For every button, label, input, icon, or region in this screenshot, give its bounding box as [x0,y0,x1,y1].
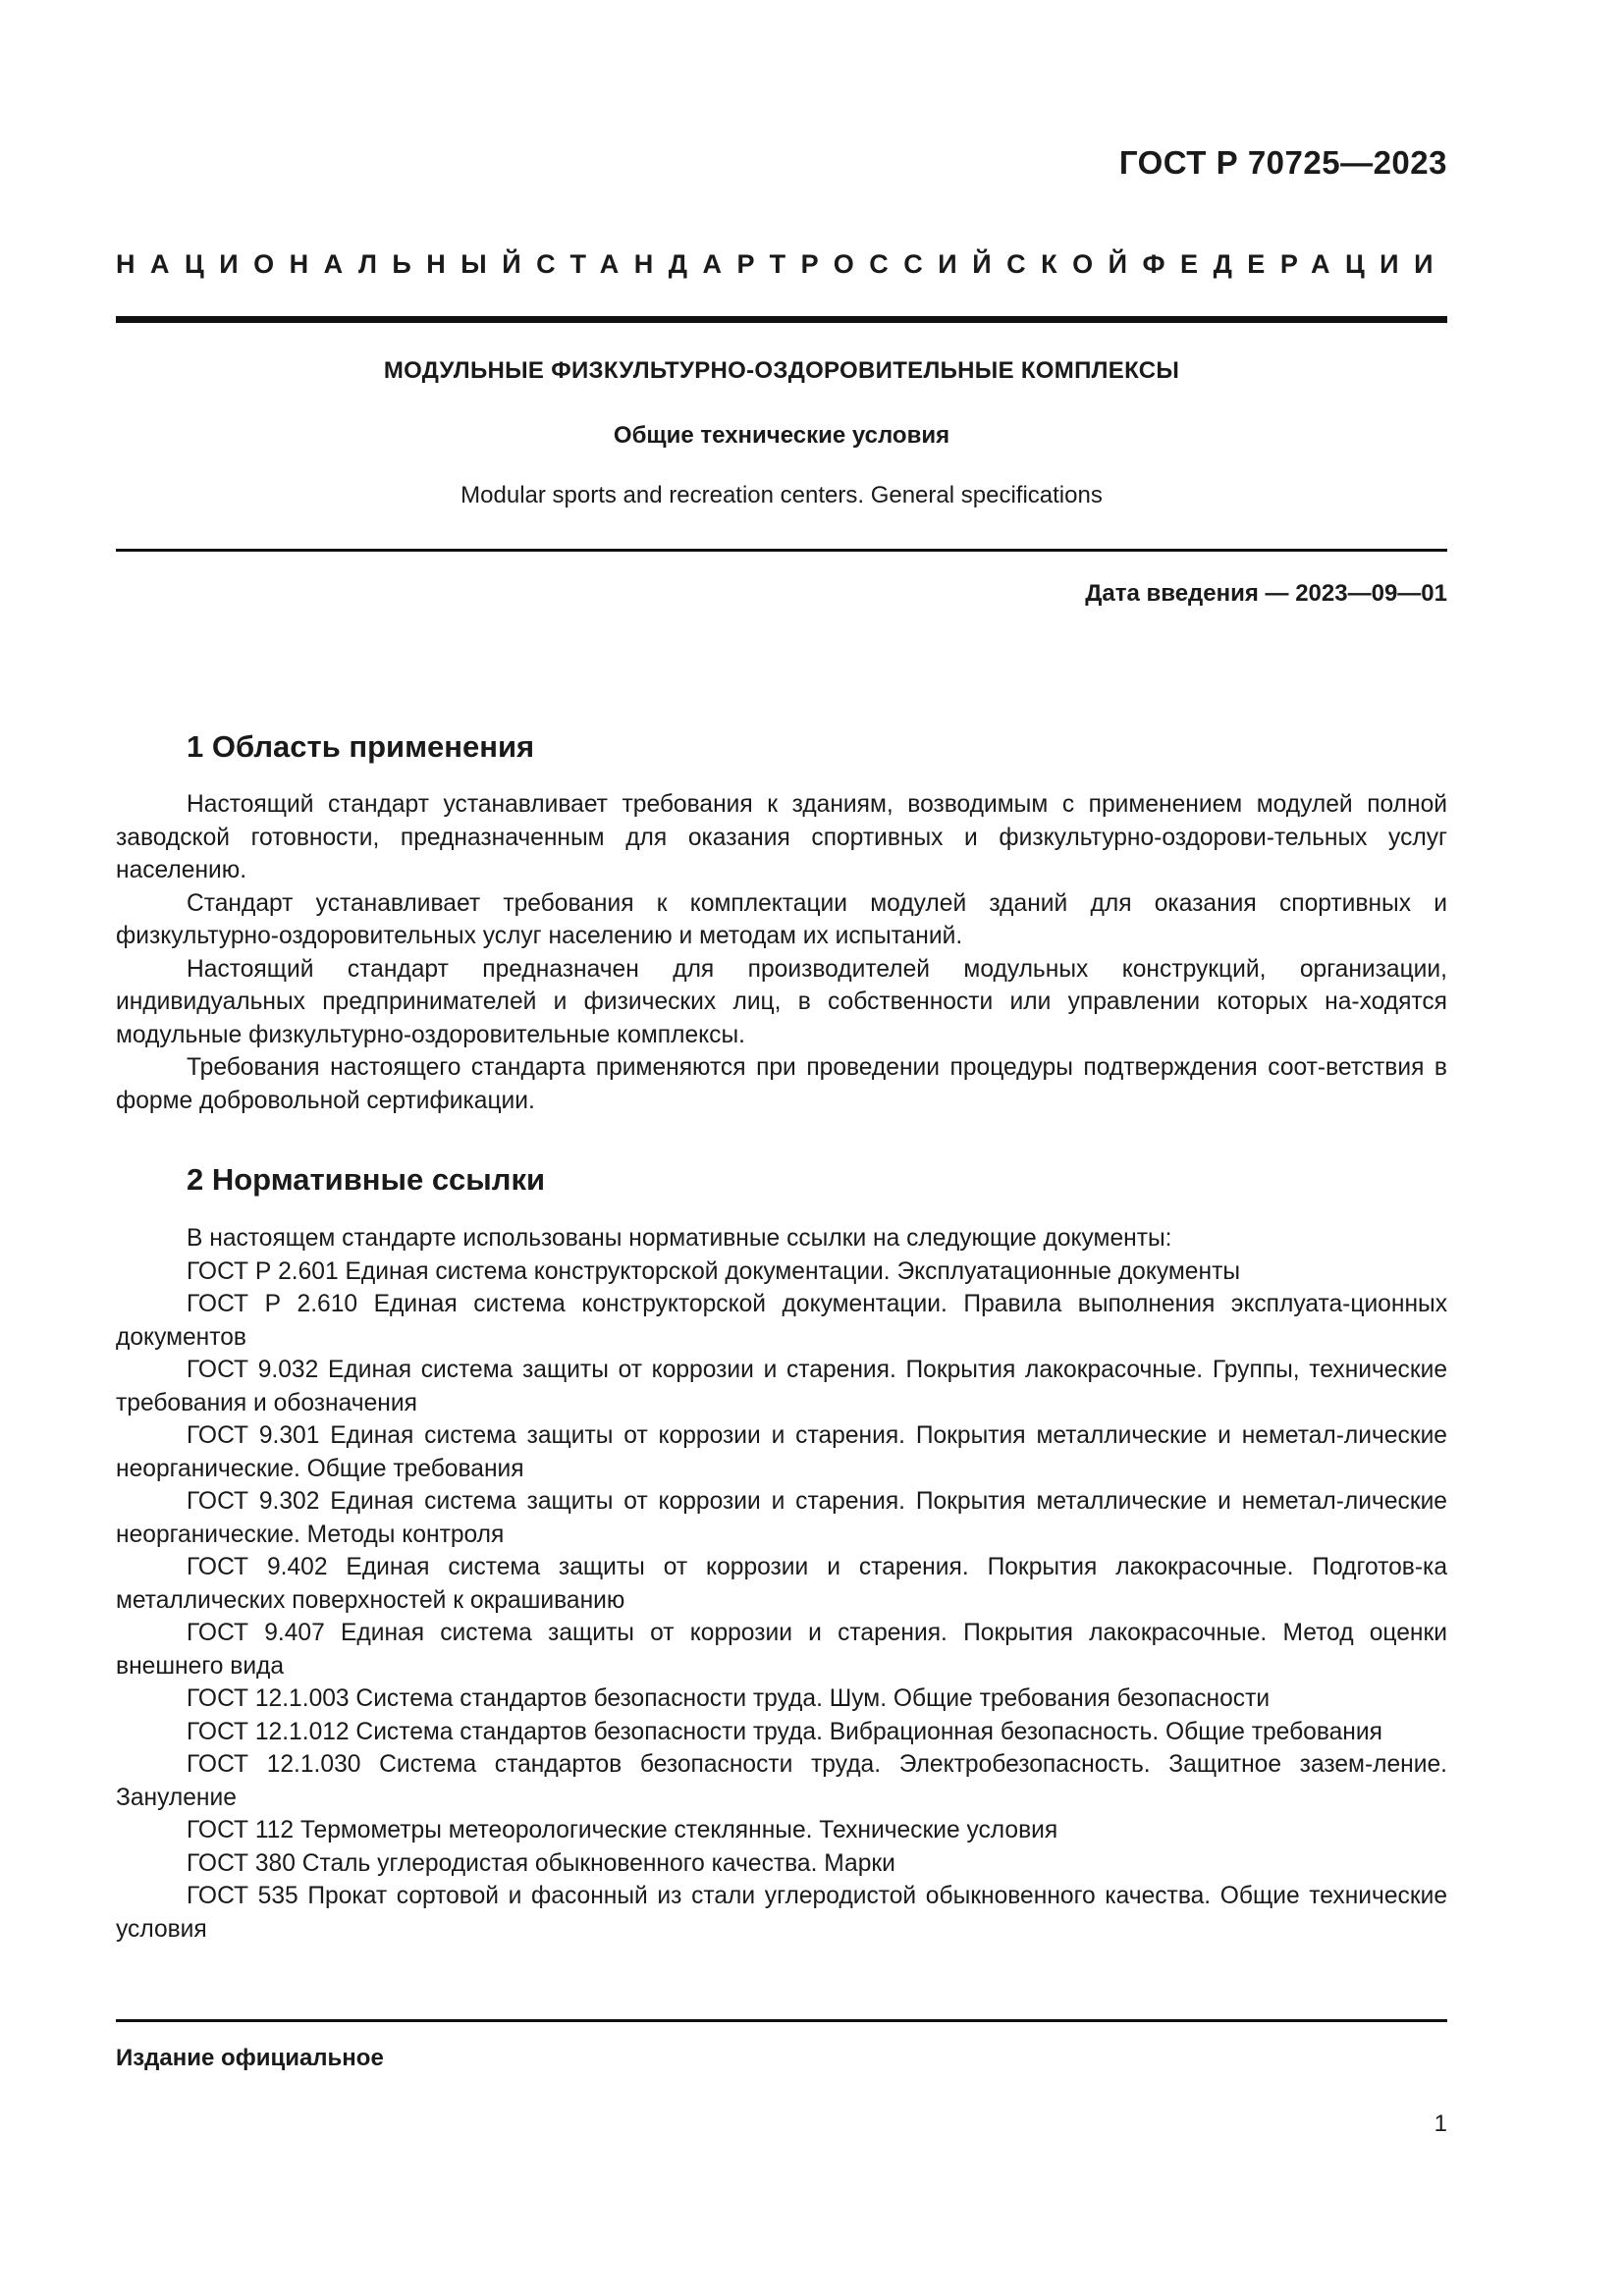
reference-item: ГОСТ 9.402 Единая система защиты от коррозии и старения. Покрытия лакокрасочные. Подготов-ка металлических поверхностей к окрашиванию [116,1554,1447,1614]
reference-item: ГОСТ 12.1.003 Система стандартов безопасности труда. Шум. Общие требования безопасности [187,1685,1271,1712]
footer-divider [116,2019,1447,2022]
reference-item: ГОСТ 9.301 Единая система защиты от коррозии и старения. Покрытия металлические и неметал-лические неорганические. Общие требования [116,1422,1447,1482]
reference-item: ГОСТ 380 Сталь углеродистая обыкновенного качества. Марки [187,1849,895,1877]
reference-item: ГОСТ 12.1.012 Система стандартов безопасности труда. Вибрационная безопасность. Общие требования [187,1718,1382,1745]
title-divider [116,549,1447,552]
section-1-paragraph: Настоящий стандарт устанавливает требования к зданиям, возводимым с применением модулей полной заводской готовности, предназначенным для оказания спортивных и физкультурно-оздорови-тельных услуг населению. [116,791,1447,883]
reference-item: ГОСТ 9.302 Единая система защиты от коррозии и старения. Покрытия металлические и неметал-лические неорганические. Методы контроля [116,1488,1447,1548]
page-number: 1 [1434,2110,1447,2137]
section-1-paragraph: Стандарт устанавливает требования к комплектации модулей зданий для оказания спортивных и физкультурно-оздоровительных услуг населению и методам их испытаний. [116,889,1447,949]
national-standard-word: СТАНДАРТ [536,249,801,279]
reference-item: ГОСТ 12.1.030 Система стандартов безопасности труда. Электробезопасность. Защитное зазем-ление. Зануление [116,1751,1447,1811]
english-title: Modular sports and recreation centers. General specifications [460,482,1103,508]
header-divider [116,316,1447,323]
section-1-paragraph: Требования настоящего стандарта применяются при проведении процедуры подтверждения соот-ветствия в форме добровольной сертификации. [116,1054,1447,1114]
document-subtitle: Общие технические условия [613,422,950,449]
reference-item: ГОСТ Р 2.601 Единая система конструкторской документации. Эксплуатационные документы [187,1257,1241,1285]
national-standard-word: НАЦИОНАЛЬНЫЙ [116,249,537,279]
section-1-heading: 1 Область применения [187,729,535,764]
reference-item: ГОСТ 9.407 Единая система защиты от коррозии и старения. Покрытия лакокрасочные. Метод оценки внешнего вида [116,1620,1447,1680]
section-1-paragraph: Настоящий стандарт предназначен для производителей модульных конструкций, организации, индивидуальных предпринимателей и физических лиц, в собственности или управлении которых на-ходятся модульные физкультурно-оздоровительные комплексы. [116,955,1447,1048]
section-2-heading: 2 Нормативные ссылки [187,1162,546,1197]
reference-item: ГОСТ Р 2.610 Единая система конструкторской документации. Правила выполнения эксплуата-ционных документов [116,1291,1447,1351]
national-standard-banner [116,249,1447,280]
reference-item: ГОСТ 9.032 Единая система защиты от коррозии и старения. Покрытия лакокрасочные. Группы, технические требования и обозначения [116,1357,1447,1416]
national-standard-word: РОССИЙСКОЙ [800,249,1143,279]
introduction-date: Дата введения — 2023—09—01 [1085,580,1447,607]
standard-number: ГОСТ Р 70725—2023 [1118,144,1447,181]
reference-item: ГОСТ 535 Прокат сортовой и фасонный из стали углеродистой обыкновенного качества. Общие технические условия [116,1883,1447,1943]
national-standard-word: ФЕДЕРАЦИИ [1142,249,1448,279]
reference-item: ГОСТ 112 Термометры метеорологические стеклянные. Технические условия [187,1817,1058,1843]
document-title: МОДУЛЬНЫЕ ФИЗКУЛЬТУРНО-ОЗДОРОВИТЕЛЬНЫЕ КОМПЛЕКСЫ [383,357,1180,384]
section-2-body [116,1222,1447,1946]
section-2-intro: В настоящем стандарте использованы нормативные ссылки на следующие документы: [187,1225,1172,1252]
section-1-body [116,788,1447,1117]
official-edition-label: Издание официальное [116,2045,384,2071]
